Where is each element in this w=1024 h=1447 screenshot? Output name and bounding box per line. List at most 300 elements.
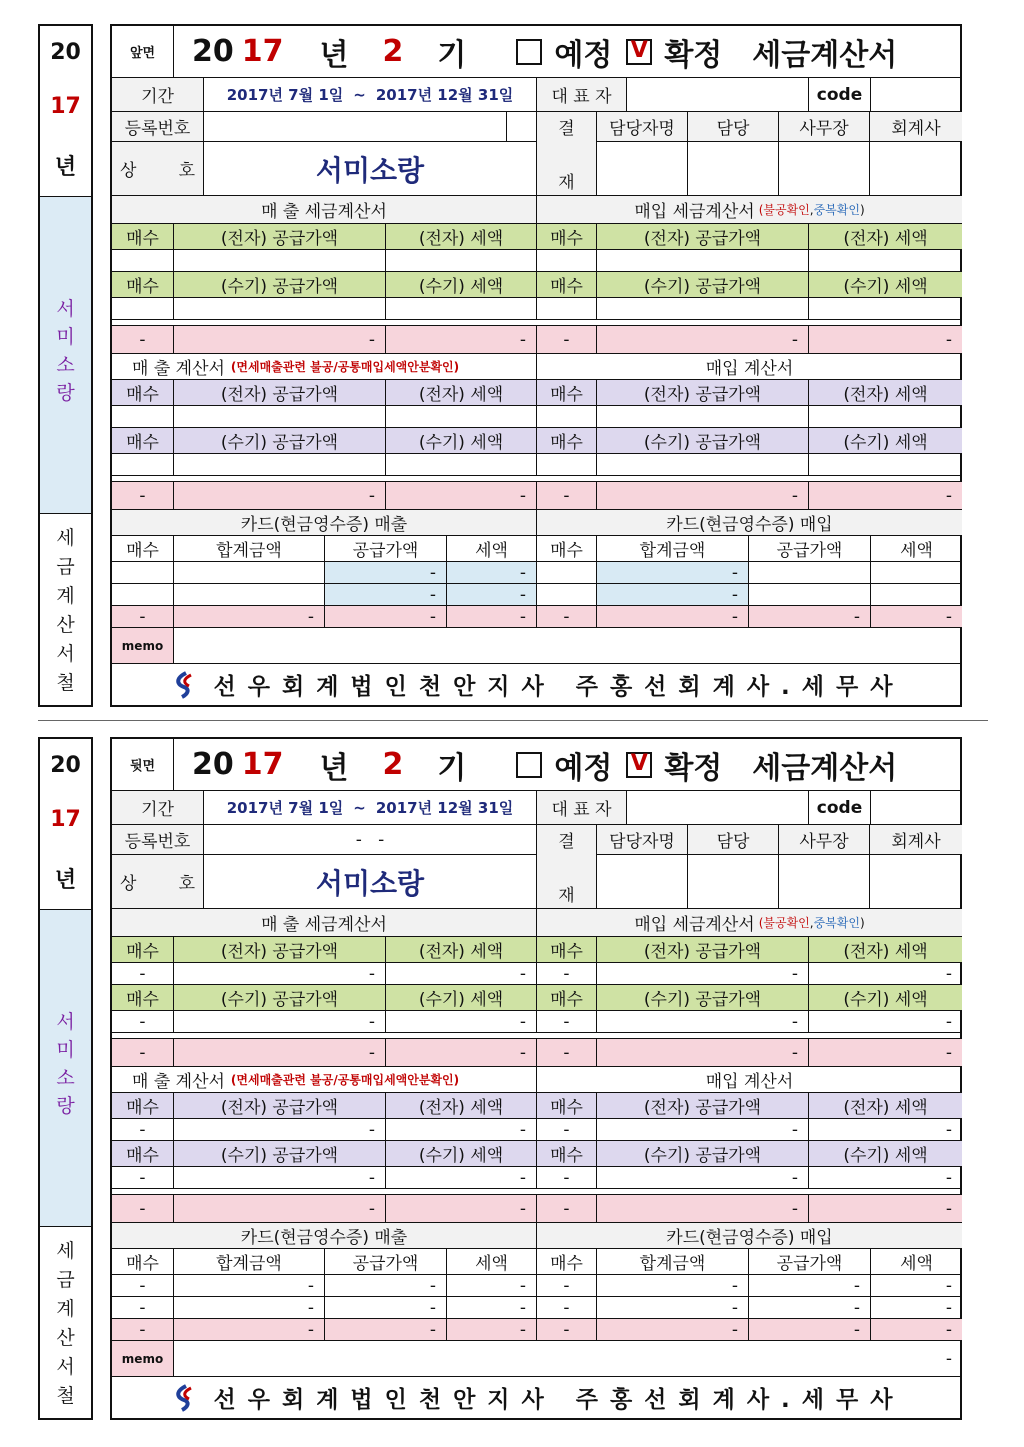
- purchase-invoice-title-text: 매입 세금계산서: [634, 915, 755, 935]
- year-suffix: 17: [241, 747, 284, 782]
- col-e-supply: (전자) 공급가액: [597, 380, 809, 406]
- confirmed-checkbox[interactable]: [626, 39, 652, 65]
- card-supply-cell: -: [325, 562, 447, 584]
- scheduled-label: 예정: [554, 37, 613, 73]
- col-count: 매수: [537, 224, 597, 250]
- card-tax-cell: -: [447, 562, 537, 584]
- spine-label: [38, 24, 93, 707]
- col-count: 매수: [112, 272, 174, 298]
- spine-label-char: 철: [56, 1385, 75, 1407]
- col-count: 매수: [112, 937, 174, 963]
- code-label: code: [809, 78, 871, 112]
- cell: -: [174, 1275, 325, 1297]
- total-cell: -: [112, 1039, 174, 1067]
- total-cell: -: [386, 482, 537, 510]
- total-cell: -: [749, 606, 871, 628]
- cell[interactable]: [537, 298, 597, 320]
- cell: -: [597, 963, 809, 985]
- spine-company-char: 랑: [56, 1095, 75, 1117]
- approval-label-a: 결: [558, 832, 575, 852]
- col-e-supply: (전자) 공급가액: [597, 1093, 809, 1119]
- period-start: 2017년 7월 1일: [226, 799, 344, 817]
- cell: -: [174, 1167, 386, 1189]
- col-e-tax: (전자) 세액: [386, 1093, 537, 1119]
- note-sep: ,: [809, 915, 814, 930]
- sign-box[interactable]: [688, 142, 779, 196]
- spine-year-suffix: 17: [50, 94, 81, 119]
- total-cell: -: [174, 326, 386, 354]
- total-cell: -: [871, 606, 962, 628]
- spine-label-char: 산: [56, 1327, 75, 1349]
- col-tax: 세액: [871, 1249, 962, 1275]
- col-tax: 세액: [447, 1249, 537, 1275]
- sign-box[interactable]: [597, 142, 688, 196]
- cell[interactable]: [749, 584, 871, 606]
- firm-logo-icon: [170, 670, 200, 700]
- note-paren: ): [859, 202, 865, 217]
- year-unit: 년: [319, 37, 349, 73]
- cell: -: [174, 963, 386, 985]
- cell[interactable]: [871, 584, 962, 606]
- total-cell: -: [537, 1319, 597, 1341]
- spine-label-char: 서: [56, 643, 75, 665]
- total-cell: -: [325, 1319, 447, 1341]
- col-m-supply: (수기) 공급가액: [174, 1141, 386, 1167]
- col-supply: 공급가액: [749, 536, 871, 562]
- total-cell: -: [871, 1319, 962, 1341]
- col-count: 매수: [537, 536, 597, 562]
- year-suffix: 17: [241, 34, 284, 69]
- cell[interactable]: [537, 584, 597, 606]
- period-start: 2017년 7월 1일: [226, 86, 344, 104]
- doc-title: 세금계산서: [752, 750, 898, 786]
- col-count: 매수: [537, 1141, 597, 1167]
- ceo-field[interactable]: [627, 78, 809, 112]
- total-cell: -: [537, 1195, 597, 1223]
- note-deduction-check: 불공확인: [763, 916, 810, 930]
- cell[interactable]: [809, 298, 962, 320]
- cell: -: [447, 1275, 537, 1297]
- period-label: 기간: [112, 791, 204, 825]
- confirmed-label: 확정: [664, 37, 723, 73]
- total-cell: -: [749, 1319, 871, 1341]
- cell[interactable]: [537, 562, 597, 584]
- col-m-tax: (수기) 세액: [809, 985, 962, 1011]
- col-count: 매수: [112, 380, 174, 406]
- cell: -: [174, 1011, 386, 1033]
- col-total: 합계금액: [597, 536, 749, 562]
- cell: -: [386, 963, 537, 985]
- spine-label-char: 금: [56, 1269, 75, 1291]
- sales-bill-note: (면세매출관련 불공/공통매입세액안분확인): [230, 1073, 460, 1087]
- footer: [112, 1377, 962, 1418]
- total-cell: -: [112, 326, 174, 354]
- cell[interactable]: [112, 250, 174, 272]
- approval-label-b: 재: [558, 886, 575, 906]
- total-cell: -: [537, 606, 597, 628]
- cell: -: [537, 963, 597, 985]
- cell[interactable]: [174, 298, 386, 320]
- cell[interactable]: [112, 406, 174, 428]
- scheduled-label: 예정: [554, 750, 613, 786]
- term-unit: 기: [437, 37, 467, 73]
- approval-col-manager: 담당자명: [597, 825, 688, 855]
- spine-label-char: 서: [56, 1356, 75, 1378]
- cell[interactable]: [174, 562, 325, 584]
- cell[interactable]: [537, 454, 597, 476]
- back-page: [0, 713, 1024, 1426]
- total-cell: -: [537, 1039, 597, 1067]
- ceo-field[interactable]: [627, 791, 809, 825]
- col-count: 매수: [537, 272, 597, 298]
- col-e-tax: (전자) 세액: [386, 380, 537, 406]
- cell: -: [809, 1119, 962, 1141]
- reg-label: 등록번호: [112, 825, 204, 855]
- spine-label-char: 철: [56, 672, 75, 694]
- approval-label: [537, 825, 597, 909]
- note-duplicate-check: 중복확인: [813, 203, 860, 217]
- note-paren: (: [758, 202, 764, 217]
- cell: -: [386, 1011, 537, 1033]
- cell: -: [871, 1297, 962, 1319]
- col-e-tax: (전자) 세액: [809, 937, 962, 963]
- confirmed-checkbox[interactable]: [626, 752, 652, 778]
- year-prefix: 20: [192, 34, 234, 69]
- cell[interactable]: [386, 454, 537, 476]
- total-cell: -: [112, 1319, 174, 1341]
- col-e-tax: (전자) 세액: [386, 937, 537, 963]
- period-range: [204, 791, 537, 825]
- col-e-supply: (전자) 공급가액: [174, 1093, 386, 1119]
- period-end: 2017년 12월 31일: [375, 86, 514, 104]
- col-count: 매수: [537, 428, 597, 454]
- cell: -: [112, 1167, 174, 1189]
- cell[interactable]: [174, 454, 386, 476]
- purchase-invoice-title-text: 매입 세금계산서: [634, 202, 755, 222]
- col-count: 매수: [537, 937, 597, 963]
- spine-company-char: 미: [56, 326, 75, 348]
- invoice-form-front: [110, 24, 962, 707]
- approval-col-staff: 담당: [688, 825, 779, 855]
- col-m-tax: (수기) 세액: [386, 428, 537, 454]
- col-e-supply: (전자) 공급가액: [597, 224, 809, 250]
- total-cell: -: [174, 1195, 386, 1223]
- sales-bill-title-text: 매 출 계산서: [132, 1072, 225, 1092]
- firm-logo-icon: [170, 1383, 200, 1413]
- cell: -: [325, 1297, 447, 1319]
- purchase-invoice-title: [537, 196, 962, 224]
- year-prefix: 20: [192, 747, 234, 782]
- sales-bill-note: (면세매출관련 불공/공통매입세액안분확인): [230, 360, 460, 374]
- sign-box[interactable]: [597, 855, 688, 909]
- cell[interactable]: [871, 562, 962, 584]
- invoice-form-back: [110, 737, 962, 1420]
- cell: -: [597, 1167, 809, 1189]
- purchase-bill-title: 매입 계산서: [537, 1067, 962, 1093]
- page-side-label: 뒷면: [112, 739, 174, 791]
- check-mark: V: [630, 750, 648, 776]
- spine-company-char: 소: [56, 354, 75, 376]
- sign-box[interactable]: [870, 142, 962, 196]
- col-count: 매수: [112, 1141, 174, 1167]
- cell: -: [537, 1011, 597, 1033]
- cell: -: [749, 1297, 871, 1319]
- col-m-tax: (수기) 세액: [809, 1141, 962, 1167]
- code-field[interactable]: [871, 791, 962, 825]
- note-paren: (: [758, 915, 764, 930]
- cell: -: [809, 963, 962, 985]
- col-e-supply: (전자) 공급가액: [174, 937, 386, 963]
- spine-year-unit: 년: [54, 155, 77, 180]
- company-name: 서미소랑: [204, 855, 537, 909]
- total-cell: -: [447, 606, 537, 628]
- memo-label: memo: [112, 628, 174, 664]
- col-m-supply: (수기) 공급가액: [597, 1141, 809, 1167]
- approval-label-a: 결: [558, 119, 575, 139]
- reg-extra-field[interactable]: [507, 112, 537, 142]
- cell[interactable]: [809, 454, 962, 476]
- company-name: 서미소랑: [204, 142, 537, 196]
- col-count: 매수: [537, 380, 597, 406]
- total-cell: -: [537, 326, 597, 354]
- cell: -: [112, 1011, 174, 1033]
- col-supply: 공급가액: [325, 1249, 447, 1275]
- cell[interactable]: [112, 562, 174, 584]
- note-duplicate-check: 중복확인: [813, 916, 860, 930]
- cell: -: [871, 1275, 962, 1297]
- cell: -: [537, 1275, 597, 1297]
- spine-year-prefix: 20: [50, 753, 81, 778]
- card-supply-cell: -: [325, 584, 447, 606]
- col-m-supply: (수기) 공급가액: [597, 985, 809, 1011]
- front-page: [0, 0, 1024, 713]
- col-m-tax: (수기) 세액: [809, 272, 962, 298]
- term-number: 2: [382, 34, 404, 69]
- spine-label-char: 계: [56, 1298, 75, 1320]
- cell[interactable]: [809, 250, 962, 272]
- spine-company-char: 소: [56, 1067, 75, 1089]
- total-cell: -: [597, 482, 809, 510]
- cell[interactable]: [386, 406, 537, 428]
- spine-label-char: 금: [56, 556, 75, 578]
- spine-company-char: 미: [56, 1039, 75, 1061]
- col-m-tax: (수기) 세액: [809, 428, 962, 454]
- cell[interactable]: [386, 298, 537, 320]
- sales-bill-title-text: 매 출 계산서: [132, 359, 225, 379]
- cell: -: [325, 1275, 447, 1297]
- spine-label-char: 세: [56, 527, 75, 549]
- cell[interactable]: [174, 406, 386, 428]
- cell: -: [112, 1297, 174, 1319]
- cell: -: [749, 1275, 871, 1297]
- cell[interactable]: [809, 406, 962, 428]
- col-count: 매수: [537, 1249, 597, 1275]
- code-field[interactable]: [871, 78, 962, 112]
- term-unit: 기: [437, 750, 467, 786]
- col-m-supply: (수기) 공급가액: [174, 985, 386, 1011]
- cell: -: [597, 1119, 809, 1141]
- scheduled-checkbox[interactable]: [516, 39, 542, 65]
- sales-invoice-title: 매 출 세금계산서: [112, 909, 537, 937]
- cell[interactable]: [749, 562, 871, 584]
- card-sales-title: 카드(현금영수증) 매출: [112, 1223, 537, 1249]
- cell: -: [447, 1297, 537, 1319]
- total-cell: -: [174, 606, 325, 628]
- spine-company-char: 서: [56, 1011, 75, 1033]
- sign-box[interactable]: [779, 855, 870, 909]
- col-count: 매수: [112, 224, 174, 250]
- cell[interactable]: [174, 584, 325, 606]
- company-label: [112, 855, 204, 909]
- col-tax: 세액: [871, 536, 962, 562]
- reg-field[interactable]: - -: [204, 825, 537, 855]
- col-m-supply: (수기) 공급가액: [174, 272, 386, 298]
- cell: -: [386, 1119, 537, 1141]
- cell: -: [597, 1297, 749, 1319]
- cell: -: [597, 1011, 809, 1033]
- col-e-supply: (전자) 공급가액: [597, 937, 809, 963]
- total-cell: -: [597, 1039, 809, 1067]
- reg-field[interactable]: [204, 112, 507, 142]
- total-cell: -: [597, 326, 809, 354]
- approval-label-b: 재: [558, 173, 575, 193]
- spine-company: [40, 909, 91, 1227]
- total-cell: -: [112, 606, 174, 628]
- ceo-label: 대 표 자: [537, 78, 627, 112]
- spine-company-char: 랑: [56, 382, 75, 404]
- company-label-b: 호: [178, 161, 195, 181]
- cell[interactable]: [112, 584, 174, 606]
- cell[interactable]: [386, 250, 537, 272]
- col-total: 합계금액: [597, 1249, 749, 1275]
- total-cell: -: [537, 482, 597, 510]
- page-header: [174, 26, 962, 78]
- cell: -: [386, 1167, 537, 1189]
- spine-year-prefix: 20: [50, 40, 81, 65]
- cell[interactable]: [597, 250, 809, 272]
- sales-bill-title: [112, 1067, 537, 1093]
- card-tax-cell: -: [447, 584, 537, 606]
- cell[interactable]: [537, 406, 597, 428]
- cell: -: [112, 1119, 174, 1141]
- col-count: 매수: [112, 428, 174, 454]
- col-total: 합계금액: [174, 536, 325, 562]
- col-m-supply: (수기) 공급가액: [174, 428, 386, 454]
- cell: -: [112, 1275, 174, 1297]
- memo-field[interactable]: [174, 628, 962, 664]
- col-e-tax: (전자) 세액: [809, 224, 962, 250]
- cell[interactable]: [174, 250, 386, 272]
- spine-label: [38, 737, 93, 1420]
- sales-bill-title: [112, 354, 537, 380]
- company-label: [112, 142, 204, 196]
- cell[interactable]: [597, 454, 809, 476]
- cell: -: [174, 1297, 325, 1319]
- cell[interactable]: [112, 298, 174, 320]
- cell[interactable]: [112, 454, 174, 476]
- page-header: [174, 739, 962, 791]
- period-label: 기간: [112, 78, 204, 112]
- total-cell: -: [174, 1039, 386, 1067]
- col-count: 매수: [112, 985, 174, 1011]
- total-cell: -: [809, 326, 962, 354]
- doc-title: 세금계산서: [752, 37, 898, 73]
- col-m-supply: (수기) 공급가액: [597, 428, 809, 454]
- year-unit: 년: [319, 750, 349, 786]
- total-cell: -: [597, 1319, 749, 1341]
- scheduled-checkbox[interactable]: [516, 752, 542, 778]
- cell: -: [597, 1275, 749, 1297]
- cell: -: [809, 1167, 962, 1189]
- col-e-tax: (전자) 세액: [386, 224, 537, 250]
- approval-col-accountant: 회계사: [870, 112, 962, 142]
- total-cell: -: [809, 1195, 962, 1223]
- purchase-bill-title: 매입 계산서: [537, 354, 962, 380]
- approval-col-office: 사무장: [779, 825, 870, 855]
- memo-label: memo: [112, 1341, 174, 1377]
- col-e-tax: (전자) 세액: [809, 380, 962, 406]
- total-cell: -: [174, 1319, 325, 1341]
- note-deduction-check: 불공확인: [763, 203, 810, 217]
- term-number: 2: [382, 747, 404, 782]
- footer-text: 선우회계법인천안지사 주홍선회계사.세무사: [213, 1387, 905, 1413]
- spine-year-unit: 년: [54, 868, 77, 893]
- approval-col-manager: 담당자명: [597, 112, 688, 142]
- approval-col-office: 사무장: [779, 112, 870, 142]
- company-label-b: 호: [178, 874, 195, 894]
- col-m-tax: (수기) 세액: [386, 272, 537, 298]
- col-e-supply: (전자) 공급가액: [174, 380, 386, 406]
- memo-field[interactable]: -: [174, 1341, 962, 1377]
- cell[interactable]: [537, 250, 597, 272]
- ceo-label: 대 표 자: [537, 791, 627, 825]
- card-total-cell: -: [597, 562, 749, 584]
- col-m-tax: (수기) 세액: [386, 985, 537, 1011]
- sales-invoice-title: 매 출 세금계산서: [112, 196, 537, 224]
- total-cell: -: [112, 482, 174, 510]
- cell[interactable]: [597, 406, 809, 428]
- total-cell: -: [174, 482, 386, 510]
- note-paren: ): [859, 915, 865, 930]
- col-e-tax: (전자) 세액: [809, 1093, 962, 1119]
- col-tax: 세액: [447, 536, 537, 562]
- card-purchase-title: 카드(현금영수증) 매입: [537, 1223, 962, 1249]
- period-end: 2017년 12월 31일: [375, 799, 514, 817]
- col-count: 매수: [537, 1093, 597, 1119]
- period-separator: ~: [353, 85, 366, 104]
- col-count: 매수: [537, 985, 597, 1011]
- col-count: 매수: [112, 1093, 174, 1119]
- sign-box[interactable]: [688, 855, 779, 909]
- footer: [112, 664, 962, 705]
- code-label: code: [809, 791, 871, 825]
- cell: -: [809, 1011, 962, 1033]
- sign-box[interactable]: [870, 855, 962, 909]
- total-cell: -: [597, 1195, 809, 1223]
- approval-col-accountant: 회계사: [870, 825, 962, 855]
- sign-box[interactable]: [779, 142, 870, 196]
- period-separator: ~: [353, 798, 366, 817]
- cell: -: [537, 1297, 597, 1319]
- check-mark: V: [630, 37, 648, 63]
- spine-label-char: 계: [56, 585, 75, 607]
- card-purchase-title: 카드(현금영수증) 매입: [537, 510, 962, 536]
- col-count: 매수: [112, 1249, 174, 1275]
- total-cell: -: [386, 1195, 537, 1223]
- page-side-label: 앞면: [112, 26, 174, 78]
- cell[interactable]: [597, 298, 809, 320]
- col-e-supply: (전자) 공급가액: [174, 224, 386, 250]
